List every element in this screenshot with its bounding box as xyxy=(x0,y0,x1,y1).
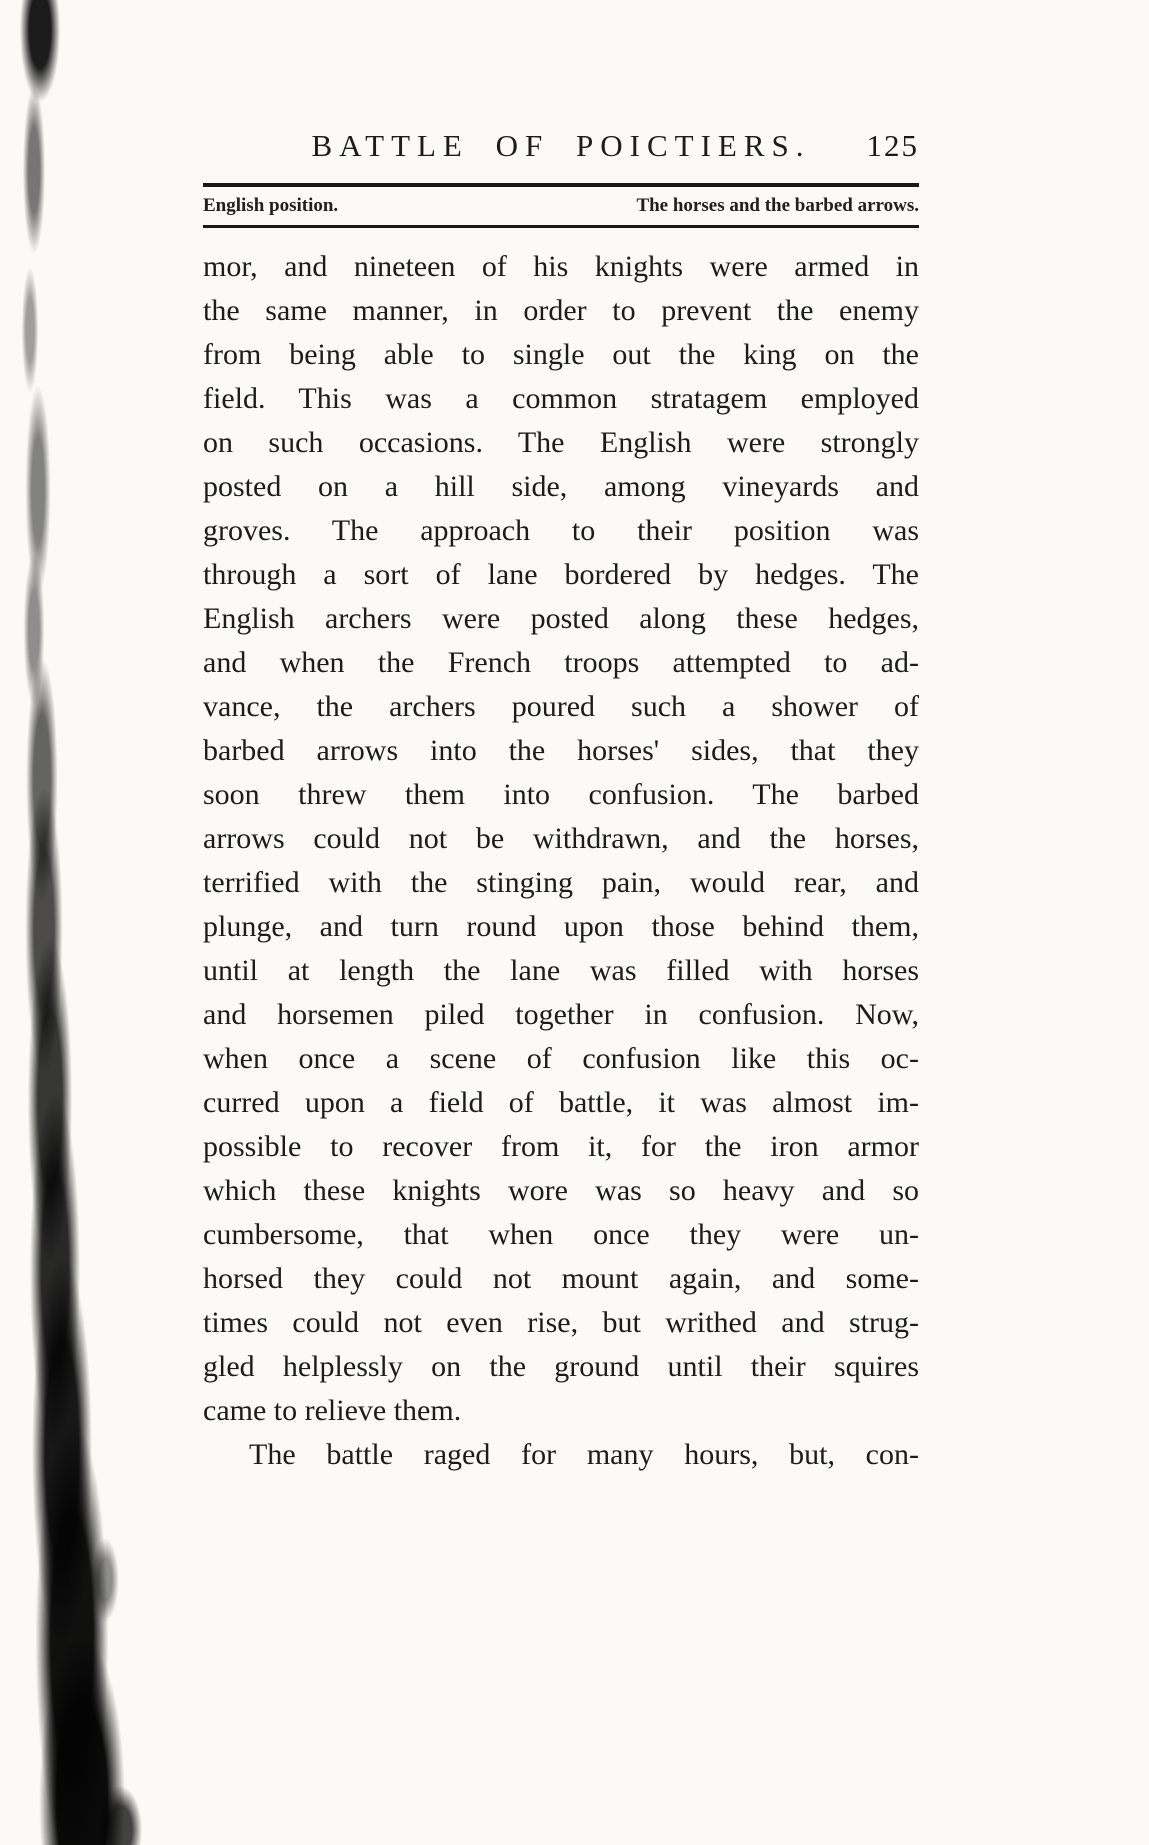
text-line: through a sort of lane bordered by hedges. The xyxy=(203,558,919,591)
text-line: possible to recover from it, for the iron armor xyxy=(203,1130,919,1163)
text-line: which these knights wore was so heavy and so xyxy=(203,1174,919,1207)
scan-artifact xyxy=(0,0,170,1845)
running-head-left: English position. xyxy=(203,195,339,216)
text-line: when once a scene of confusion like this oc- xyxy=(203,1042,919,1075)
text-line: on such occasions. The English were strongly xyxy=(203,426,919,459)
text-line: and horsemen piled together in confusion. Now, xyxy=(203,998,919,1031)
text-line: terrified with the stinging pain, would rear, and xyxy=(203,866,919,899)
text-line: horsed they could not mount again, and some- xyxy=(203,1262,919,1295)
text-line: groves. The approach to their position was xyxy=(203,514,919,547)
text-line: curred upon a field of battle, it was almost im- xyxy=(203,1086,919,1119)
text-line: cumbersome, that when once they were un- xyxy=(203,1218,919,1251)
text-line: came to relieve them. xyxy=(203,1394,462,1427)
text-line: English archers were posted along these hedges, xyxy=(203,602,919,635)
text-line: until at length the lane was filled with horses xyxy=(203,954,919,987)
text-line: mor, and nineteen of his knights were armed in xyxy=(203,250,919,283)
running-head-right: The horses and the barbed arrows. xyxy=(636,195,919,216)
page-content xyxy=(203,128,919,1477)
text-line: posted on a hill side, among vineyards and xyxy=(203,470,919,503)
body-text xyxy=(203,245,919,1477)
page-number: 125 xyxy=(866,128,919,163)
text-line: from being able to single out the king on the xyxy=(203,338,919,371)
page-title: BATTLE OF POICTIERS. xyxy=(311,128,811,163)
text-line: arrows could not be withdrawn, and the horses, xyxy=(203,822,919,855)
running-heads xyxy=(203,194,919,218)
text-line: barbed arrows into the horses' sides, that they xyxy=(203,734,919,767)
page-header xyxy=(203,128,919,176)
text-line: soon threw them into confusion. The barbed xyxy=(203,778,919,811)
header-divider-bottom xyxy=(203,225,919,228)
text-line: vance, the archers poured such a shower of xyxy=(203,690,919,723)
text-line: and when the French troops attempted to ad- xyxy=(203,646,919,679)
text-line: plunge, and turn round upon those behind them, xyxy=(203,910,919,943)
text-line: the same manner, in order to prevent the enemy xyxy=(203,294,919,327)
text-line: The battle raged for many hours, but, con- xyxy=(249,1438,919,1471)
header-divider-top xyxy=(203,183,919,187)
text-line: times could not even rise, but writhed and strug- xyxy=(203,1306,919,1339)
text-line: field. This was a common stratagem employed xyxy=(203,382,919,415)
text-line: gled helplessly on the ground until their squires xyxy=(203,1350,919,1383)
